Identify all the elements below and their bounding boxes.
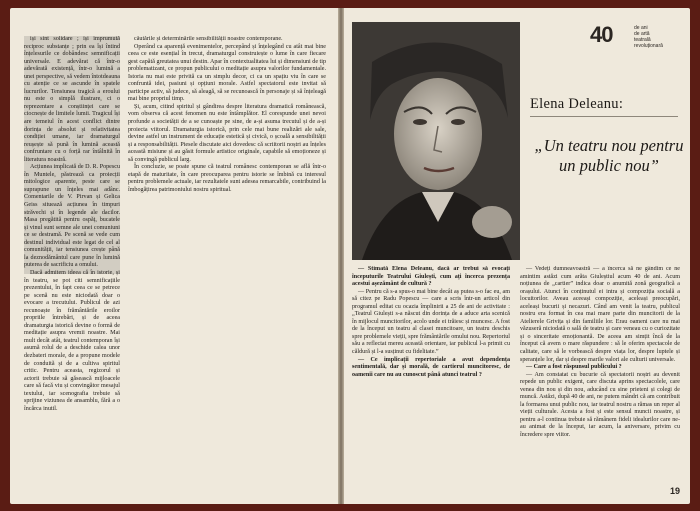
interview-question: — Stimată Elena Deleanu, dacă ar trebui să evocați începuturile Teatrului Giulești, cum ați încerca prezența acestui așezământ de cultură ? — [352, 266, 510, 288]
paragraph: Dacă admitem ideea că în istorie, și în teatru, se pot citi semnificațiile prezentului, în fapt ceea ce se petrece pe scenă nu este niciodată doar o evocare a trecutului. Publicul de azi recunoaște în frământările eroilor propriile întrebări, și de aceea dramaturgia istorică devine o formă de meditație asupra vremii noastre. Mai mult decât atât, teatrul contemporan își asumă rolul de a deschide calea unor dezbateri morale, de a propune modele de conduită și de a cultiva spiritul critic. Pentru aceasta, regizorul și actorii trebuie să găsească mijloacele care să facă viu și convingător mesajul textului, iar scenografia trebuie să sprijine viziunea de ansamblu, fără a o încărca inutil. — [24, 269, 120, 412]
anniversary-badge — [590, 22, 676, 50]
badge-number: 40 — [590, 22, 613, 47]
left-column-2 — [128, 36, 326, 492]
paragraph: Și, acum, citind spiritul și gândirea despre literatura dramatică românească, vom observa că acest fenomen nu este întâmplător. El corespunde unei nevoi profunde a societății de a se cunoaște pe sine, de a-și asuma trecutul și de a-și proiecta viitorul. Dramaturgia istorică, prin cele mai bune realizări ale sale, devine astfel un instrument de educație estetică și civică, o școală a sensibilității și a responsabilității. Piesele discutate aici dovedesc că scriitorii noștri au înțeles această misiune și au găsit formule artistice originale, capabile să emoționeze și să convingă publicul larg. — [128, 103, 326, 163]
left-page — [10, 8, 338, 504]
article-title-quote: „Un teatru nou pentru un public nou” — [534, 136, 684, 175]
paragraph: În concluzie, se poate spune că teatrul românesc contemporan se află într-o etapă de maturitate, în care preocuparea pentru istorie se îmbină cu interesul pentru problemele actuale, iar rezultatele sunt adesea remarcabile, contribuind la îmbogățirea patrimoniului nostru spiritual. — [128, 164, 326, 193]
interview-column-2 — [520, 266, 680, 486]
interview-answer: — Am constatat cu bucurie că spectatorii noștri au devenit repede un public exigent, care discuta aprins spectacolele, care venea din nou și din nou, aducând cu sine prieteni și colegi de muncă. Astăzi, după 40 de ani, ne putem mândri că am contribuit la formarea unui public nou, iar teatrul nostru a rămas un reper al vieții culturale. Acesta a fost și este sensul muncii noastre, și pentru a-l continua trebuie să rămânem fideli idealurilor care ne-au animat de la început, iar acum, la aniversare, privim cu încredere spre viitor. — [520, 371, 680, 439]
paragraph: Operând ca aparență evenimentelor, percepând și înțelegând cu atât mai bine ceea ce este esențial în trecut, dramaturgul construiește o lume în care fiecare gest capătă greutatea unui destin. Apar în contextualitatea lui și dimensiuni de tip problematizant, ce propun publicului o meditație asupra valorilor fundamentale. Istoria nu mai este privită ca un simplu decor, ci ca un spațiu viu în care se confruntă idei, pasiuni și opțiuni morale. Astfel spectatorul este invitat să participe activ, să judece, să aleagă, să se recunoască în personaje și să înțeleagă mai bine propriul timp. — [128, 43, 326, 103]
paragraph: Acțiunea implicată de D. R. Popescu în Muntele, păstrează ca proiecții mitologice aparente, peste care se suprapune un înțeles mai adânc. Comentarile de V. Pirvan și Gelica Geiss situează acțiunea în timpuri străvechi și în legende ale dacilor. Masa pregătită pentru ospăț, bucatele și vinul sunt semne ale unei comuniuni ce se destramă. Pe scenă se vede cum destinul individual este legat de cel al comunității, iar tensiunea crește până la deznodământul care pune în lumină puterea de sacrificiu a omului. — [24, 164, 120, 269]
right-page — [344, 8, 690, 504]
interview-answer: — Vedeți dumneavoastră — a încerca să ne gândim ce ne amintim astăzi cum arăta Giuleștiul acum 40 de ani. Acum noțiunea de „cartier” indica doar o anumită zonă geografică a orașului. Atunci în conținutul ei intra și compoziția socială a locuitorilor. Aveau aceeași compoziție, aceleași preocupări, aceleași bucurii și necazuri. Când am venit la teatru, publicul nostru era format în cea mai mare parte din muncitorii de la Atelierele Grivița și din familiile lor. Erau oameni care nu mai văzuseră niciodată o sală de teatru și care veneau cu o curiozitate și o sinceritate emoționantă. De aceea am simțit încă de la început că avem o mare răspundere : să le oferim spectacole de calitate, care să le vorbească despre viața lor, despre luptele și speranțele lor, dar și despre marile valori ale culturii universale. — [520, 266, 680, 363]
portrait-photo — [352, 22, 520, 260]
interviewee-name: Elena Deleanu: — [530, 96, 624, 112]
interview-column-1 — [352, 266, 510, 498]
interview-question: — Care a fost răspunsul publicului ? — [526, 364, 622, 371]
badge-text: de ani de artă teatrală revoluționară — [634, 25, 663, 49]
portrait-illustration — [352, 22, 520, 260]
interview-answer: — Pentru că s-a spus-o mai bine decât aș putea s-o fac eu, am să citez pe Radu Popescu — care a scris într-un articol din programul editat cu ocazia împlinirii a 25 de ani de activitate : „Teatrul Giulești s-a născut din dorința de a aduce arta scenică în mijlocul muncitorilor, acolo unde ei trăiesc și muncesc. A fost de la început un teatru al clasei muncitoare, un teatru deschis spre problemele vieții, spre frământările omului nou. Repertoriul său a reflectat mereu această orientare, iar publicul l-a primit cu căldură și l-a susținut cu fidelitate.” — [352, 288, 510, 356]
interview-question: — Ce implicații repertoriale a avut dependența sentimentală, dar și morală, de cartierul muncitoresc, de oamenii care nu au cunoscut până atunci teatrul ? — [352, 356, 510, 378]
paragraph: căutările și determinările sensibilității noastre contemporane. — [134, 36, 283, 42]
left-column-1 — [24, 36, 120, 492]
paragraph: iși sint solidare ; își împrumută reciproc substanțe ; prin ea își întind înțelesurile ce dobândesc semnificații universale. E adevărat că într-o adevărată existență, într-o lumină a unei perspective, să vedem întotdeauna cu atenție ce se ascunde în spatele lucrurilor. Tensiunea tragică a eroului nu este o simplă ilustrare, ci o reprezentare a conștiinței care se ciocnește de limitele lumii. Tragicul își are temeiul în acest conflict dintre dorința de absolut și relativitatea condiției umane, iar dramaturgul reușește să pună în lumină această confruntare cu o forță rar întâlnită în literatura noastră. — [24, 36, 120, 163]
title-divider — [530, 116, 678, 117]
page-number: 19 — [669, 486, 680, 496]
